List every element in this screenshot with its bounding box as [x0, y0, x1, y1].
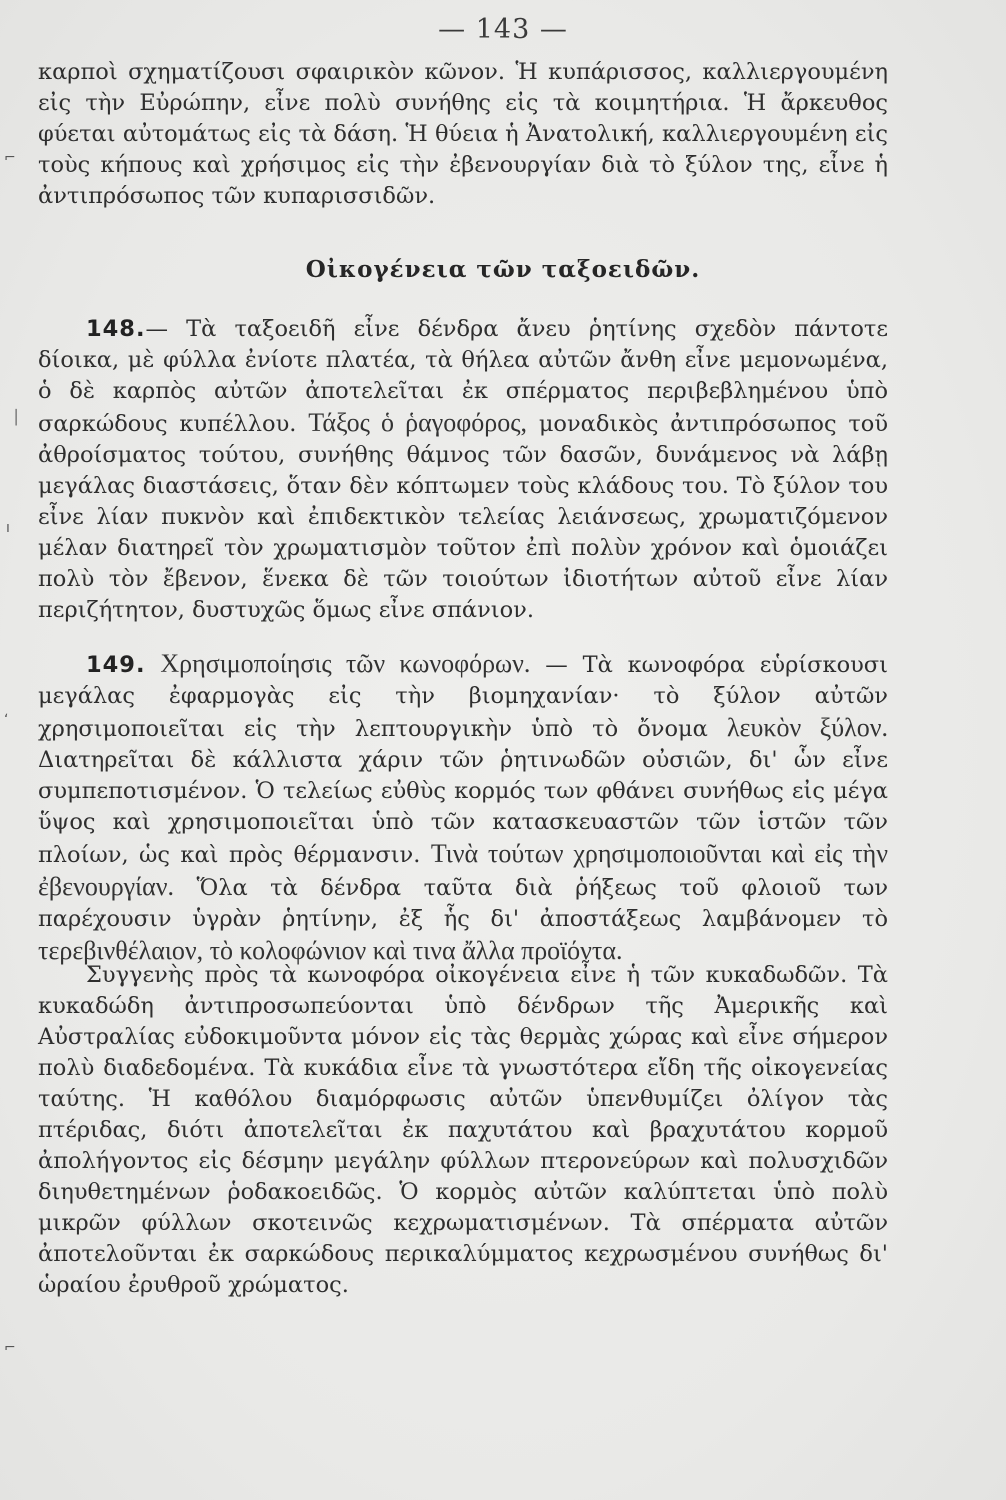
section-148-number: 148. — [86, 316, 146, 342]
section-149-text-a: — Τὰ κωνοφόρα εὑρίσκουσι μεγάλας ἐφαρμογὰς εἰς τὴν βιομηχανίαν· τὸ ξύλον αὐτῶν χρησιμοποιεῖται εἰς τὴν λεπτουργικὴν ὑπὸ τὸ ὄνομα — [38, 652, 888, 742]
section-148-taxus-name: Τάξος ὁ ῥαγοφόρος, — [308, 408, 528, 437]
margin-mark: ⌐ — [4, 1340, 16, 1356]
intro-paragraph: καρποὶ σχηματίζουσι σφαιρικὸν κῶνον. Ἡ κυπάρισσος, καλλιεργουμένη εἰς τὴν Εὐρώπην, εἶνε πολὺ συνήθης εἰς τὰ κοιμητήρια. Ἡ ἄρκευθος φύεται αὐτομάτως εἰς τὰ δάση. Ἡ θύεια ἡ Ἀνατολική, καλλιεργουμένη εἰς τοὺς κήπους καὶ χρήσιμος εἰς τὴν ἐβενουργίαν διὰ τὸ ξύλον της, εἶνε ἡ ἀντιπρόσωπος τῶν κυπαρισσιδῶν. — [38, 59, 888, 209]
kykadodi-text: Συγγενὴς πρὸς τὰ κωνοφόρα οἰκογένεια εἶνε ἡ τῶν κυκαδωδῶν. Τὰ κυκαδώδη ἀντιπροσωπεύονται ὑπὸ δένδρων τῆς Ἀμερικῆς καὶ Αὐστραλίας εὐδοκιμοῦντα μόνον εἰς τὰς θερμὰς χώρας καὶ εἶνε σήμερον πολὺ διαδεδομένα. Τὰ κυκάδια εἶνε τὰ γνωστότερα εἴδη τῆς οἰκογενείας ταύτης. Ἡ καθόλου διαμόρφωσις αὐτῶν ὑπενθυμίζει ὀλίγον τὰς πτέριδας, διότι ἀποτελεῖται ἐκ παχυτάτου καὶ βραχυτάτου κορμοῦ ἀπολήγοντος εἰς δέσμην μεγάλην φύλλων πτερονεύρων καὶ πολυσχιδῶν διηυθετημένων ῥοδακοειδῶς. Ὁ κορμὸς αὐτῶν καλύπτεται ὑπὸ πολὺ μικρῶν φύλλων σκοτεινῶς κεχρωματισμένων. Τὰ σπέρματα αὐτῶν ἀποτελοῦνται ἐκ σαρκώδους περικαλύμματος κεχρωσμένου συνήθως δι' ὡραίου ἐρυθροῦ χρώματος. — [38, 962, 888, 1298]
section-149-paragraph — [38, 648, 888, 968]
section-149-text-c: Τινὰ τούτων χρησιμοποιοῦνται καὶ εἰς τὴν ἐβενουργίαν. — [38, 839, 888, 901]
margin-mark: ı — [6, 520, 10, 536]
section-148-paragraph — [38, 314, 888, 626]
margin-mark: ʻ — [4, 712, 9, 728]
margin-mark: ⌐ — [4, 150, 16, 166]
page-number: — 143 — — [438, 14, 568, 45]
section-149-number: 149. — [86, 652, 146, 678]
family-heading: Οἰκογένεια τῶν ταξοειδῶν. — [305, 256, 701, 283]
section-149-term: λευκὸν ξύλον. — [726, 713, 888, 742]
section-149-title: Χρησιμοποίησις τῶν κωνοφόρων. — [160, 649, 531, 678]
section-148-text-c: μοναδικὸς ἀντιπρόσωπος τοῦ ἀθροίσματος τούτου, συνήθης θάμνος τῶν δασῶν, δυνάμενος νὰ λάβῃ μεγάλας διαστάσεις, ὅταν δὲν κόπτωμεν τοὺς κλάδους του. Τὸ ξύλον του εἶνε λίαν πυκνὸν καὶ ἐπιδεκτικὸν τελείας λειάνσεως, χρωματιζόμενον μέλαν διατηρεῖ τὸν χρωματισμὸν τοῦτον ἐπὶ πολὺν χρόνον καὶ ὁμοιάζει πολὺ τὸν ἔβενον, ἕνεκα δὲ τῶν τοιούτων ἰδιοτήτων αὐτοῦ εἶνε λίαν περιζήτητον, δυστυχῶς ὅμως εἶνε σπάνιον. — [38, 411, 889, 623]
section-149-text-e: τερεβινθέλαιον, τὸ κολοφώνιον καὶ τινα ἄλλα προϊόντα. — [38, 936, 623, 965]
margin-mark: │ — [12, 410, 21, 426]
section-149-text-b: Διατηρεῖται δὲ κάλλιστα χάριν τῶν ῥητινωδῶν οὐσιῶν, δι' ὧν εἶνε συμπεποτισμένον. Ὁ τελείως εὐθὺς κορμός των φθάνει συνήθως εἰς μέγα ὕψος καὶ χρησιμοποιεῖται ὑπὸ τῶν κατασκευαστῶν τῶν ἱστῶν τῶν πλοίων, ὡς καὶ πρὸς θέρμανσιν. — [38, 747, 888, 868]
section-148-text-a: — Τὰ ταξοειδῆ εἶνε δένδρα ἄνευ ῥητίνης σχεδὸν πάντοτε δίοικα, μὲ φύλλα ἐνίοτε πλατέα, τὰ θήλεα αὐτῶν ἄνθη εἶνε μεμονωμένα, ὁ δὲ καρπὸς αὐτῶν ἀποτελεῖται ἐκ σπέρματος περιβεβλημένου ὑπὸ σαρκώδους κυπέλλου. — [38, 316, 888, 437]
kykadodi-paragraph — [38, 960, 888, 1301]
section-149-text-d: Ὅλα τὰ δένδρα ταῦτα διὰ ῥήξεως τοῦ φλοιοῦ των παρέχουσιν ὑγρὰν ῥητίνην, ἐξ ἧς δι' ἀποστάξεως λαμβάνομεν τὸ — [38, 875, 888, 932]
